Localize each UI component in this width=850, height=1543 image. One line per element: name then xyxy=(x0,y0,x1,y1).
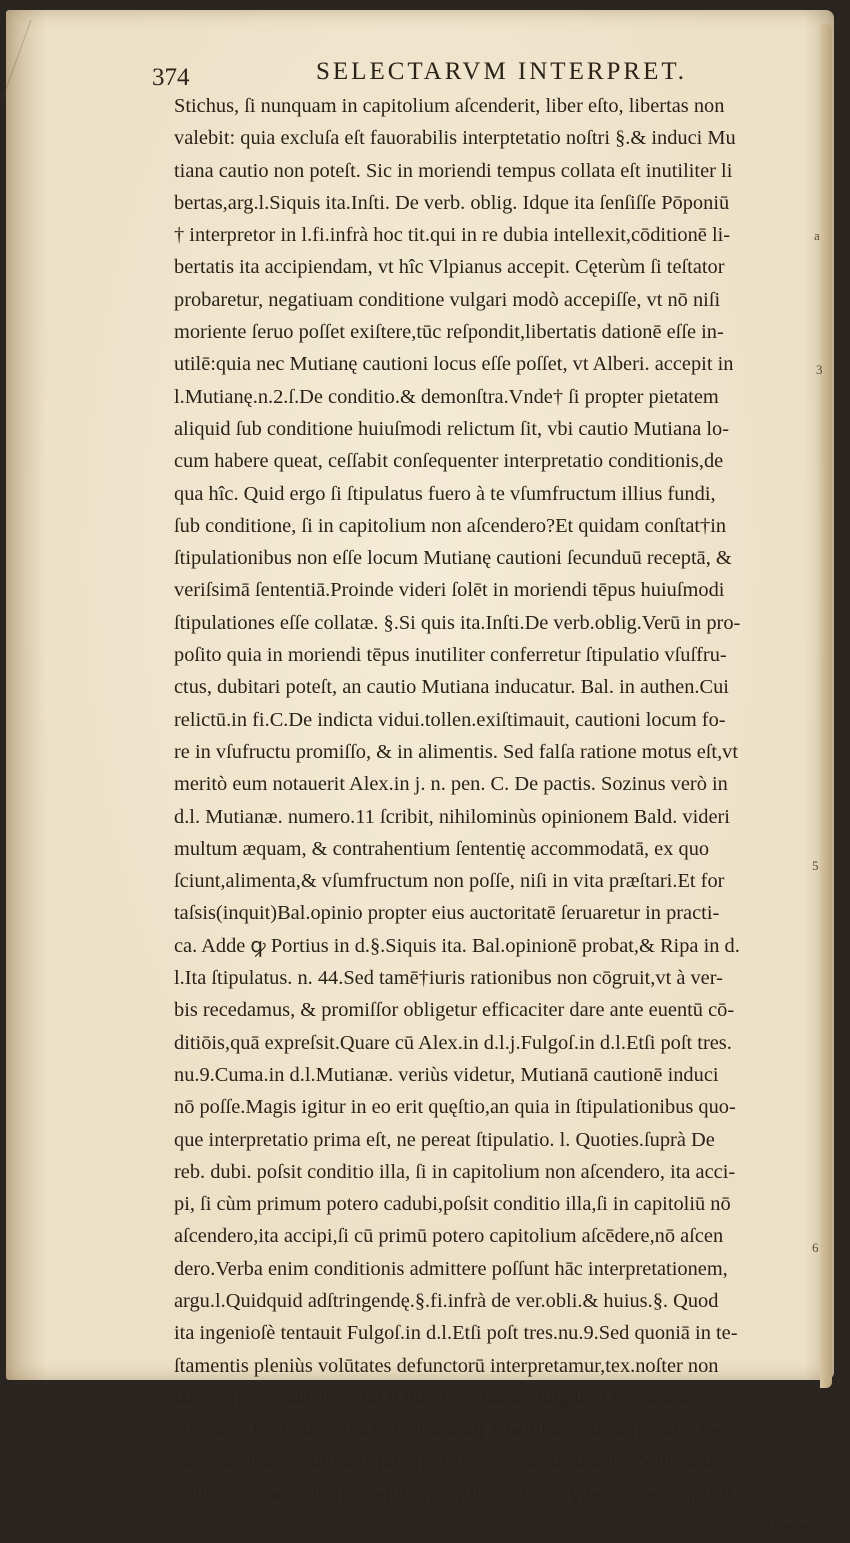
text-line: cum habere queat, ceſſabit conſequenter interpretatio conditionis,de xyxy=(174,450,724,473)
text-line: nu.9.Cuma.in d.l.Mutianæ. veriùs videtur, Mutianā cautionē induci xyxy=(174,1063,719,1086)
margin-note: 5 xyxy=(812,858,819,873)
text-line: ca. Adde ꝙ Portius in d.§.Siquis ita. Bal.opinionē probat,& Ripa in d. xyxy=(174,934,740,957)
text-line: ſtipulationibus non eſſe locum Mutianę cautioni ſecunduū receptā, & xyxy=(174,547,732,570)
margin-note: 6 xyxy=(812,1240,819,1255)
text-line: ciendam hanc cōditionis interpretationē:ne matrimoniū cōditionale xyxy=(174,1451,718,1474)
text-line: bis recedamus, & promiſſor obligetur efficaciter dare ante euentū cō- xyxy=(174,999,735,1022)
page-number: 374 xyxy=(152,64,190,91)
text-line: l.Ita ſtipulatus. n. 44.Sed tamē†iuris rationibus non cōgruit,vt à ver- xyxy=(174,967,723,990)
text-line: ſciunt,alimenta,& vſumfructum non poſſe, niſi in vita præſtari.Et for xyxy=(174,870,725,893)
margin-note: 3 xyxy=(816,362,823,377)
text-line: ctus, dubitari poteſt, an cautio Mutiana inducatur. Bal. in authen.Cui xyxy=(174,676,729,699)
text-line: † interpretor in l.fi.infrà hoc tit.qui in re dubia intellexit,cōditionē li- xyxy=(174,224,731,247)
text-line: ſub conditione, ſi in capitolium non aſcendero?Et quidam conſtat†in xyxy=(174,514,727,537)
text-line: tiana cautio non poteſt. Sic in moriendi tempus collata eſt inutiliter li xyxy=(174,159,733,182)
text-line: aliquid ſub conditione huiuſmodi relictum ſit, vbi cautio Mutiana lo- xyxy=(174,417,729,440)
text-line: argu.l.Quidquid adſtringendę.§.fi.infrà de ver.obli.& huius.§. Quod xyxy=(174,1289,719,1312)
text-line: ita ingenioſè tentauit Fulgoſ.in d.l.Etſi poſt tres.nu.9.Sed quoniā in te- xyxy=(174,1322,738,1345)
text-line: ſtipulationes eſſe collatæ. §.Si quis ita.Inſti.De verb.oblig.Verū in pro- xyxy=(174,611,741,634)
running-head: SELECTARVM INTERPRET. xyxy=(316,58,688,85)
page-tear-mark xyxy=(1,20,91,100)
text-line: nullius momenti ſit,ſi conditio non niſi in vltimo vitę momento poſsit xyxy=(174,1483,734,1506)
text-line: relictū.in fi.C.De indicta vidui.tollen.exiſtimauit, cautioni locum fo- xyxy=(174,708,726,731)
text-line: ditiōis,quā expreſsit.Quare cū Alex.in d.l.j.Fulgoſ.in d.l.Etſi poſt tres. xyxy=(174,1031,732,1054)
text-line: dero.Verba enim conditionis admittere poſſunt hāc interpretationem, xyxy=(174,1257,728,1280)
text-line: ſatis fortiter inducitur,etiā ſi libertatis fauore ſingulari non moueatur xyxy=(174,1386,725,1409)
text-line: moriente ſeruo poſſet exiſtere,tūc reſpondit,libertatis dationē eſſe in- xyxy=(174,321,724,344)
text-line: d.l. Mutianæ. numero.11 ſcribit, nihilominùs opinionem Bald. videri xyxy=(174,805,730,828)
text-line: nō poſſe.Magis igitur in eo erit quęſtio,an quia in ſtipulationibus quo- xyxy=(174,1096,736,1119)
text-line: pi, ſi cùm primum potero cadubi,poſsit conditio illa,ſi in capitoliū nō xyxy=(174,1193,731,1216)
text-line: ſtamentis pleniùs volūtates defunctorū interpretamur,tex.noſter non xyxy=(174,1354,719,1377)
text-line: bertatis ita accipiendam, vt hîc Vlpianus accepit. Cęterùm ſi teſtator xyxy=(174,256,725,279)
text-line: Stichus, ſi nunquam in capitolium aſcenderit, liber eſto, libertas non xyxy=(174,95,725,117)
text-line: aſcendero,ita accipi,ſi cū primū potero capitolium aſcēdere,nō aſcen xyxy=(174,1225,724,1248)
text-line: re in vſufructu promiſſo, & in alimentis. Sed falſa ratione motus eſt,vt xyxy=(174,740,739,763)
text-line: veriſsimā ſententiā.Proinde videri ſolēt in moriendi tēpus huiuſmodi xyxy=(174,579,725,602)
catchword: exiſtere. xyxy=(747,1516,814,1539)
text-line: taſsis(inquit)Bal.opinio propter eius auctoritatē ſeruaretur in practi- xyxy=(174,902,720,925)
book-page xyxy=(6,10,834,1539)
text-line: l.Mutianę.n.2.ſ.De conditio.& demonſtra.Vnde† ſi propter pietatem xyxy=(174,385,719,408)
text-line: bertas,arg.l.Siquis ita.Inſti. De verb. oblig. Idque ita ſenſiſſe Pōponiū xyxy=(174,191,730,214)
margin-note: a xyxy=(814,228,820,243)
body-text xyxy=(174,90,824,1543)
text-line: qua hîc. Quid ergo ſi ſtipulatus fuero à te vſumfructum illius fundi, xyxy=(174,482,716,505)
text-line: reb. dubi. poſsit conditio illa, ſi in capitolium non aſcendero, ita acci- xyxy=(174,1160,736,1183)
text-line: valebit: quia excluſa eſt fauorabilis interptetatio noſtri §.& induci Mu xyxy=(174,127,736,150)
text-line: poſito quia in moriendi tēpus inutiliter conferretur ſtipulatio vſuſfru- xyxy=(174,644,727,667)
text-line: multum æquam, & contrahentium ſententię accommodatā, ex quo xyxy=(174,837,710,860)
text-line: que interpretatio prima eſt, ne pereat ſtipulatio. l. Quoties.ſuprà De xyxy=(174,1128,715,1151)
text-line: Vlpianus.Certè in cōtractu matrimonij † belliſsimè tentari poſſet,fa- xyxy=(174,1419,722,1442)
text-line: utilē:quia nec Mutianę cautioni locus eſſe poſſet, vt Alberi. accepit in xyxy=(174,353,734,376)
text-line: probaretur, negatiuam conditione vulgari modò accepiſſe, vt nō niſi xyxy=(174,288,721,311)
text-line: meritò eum notauerit Alex.in j. n. pen. C. De pactis. Sozinus verò in xyxy=(174,773,728,796)
